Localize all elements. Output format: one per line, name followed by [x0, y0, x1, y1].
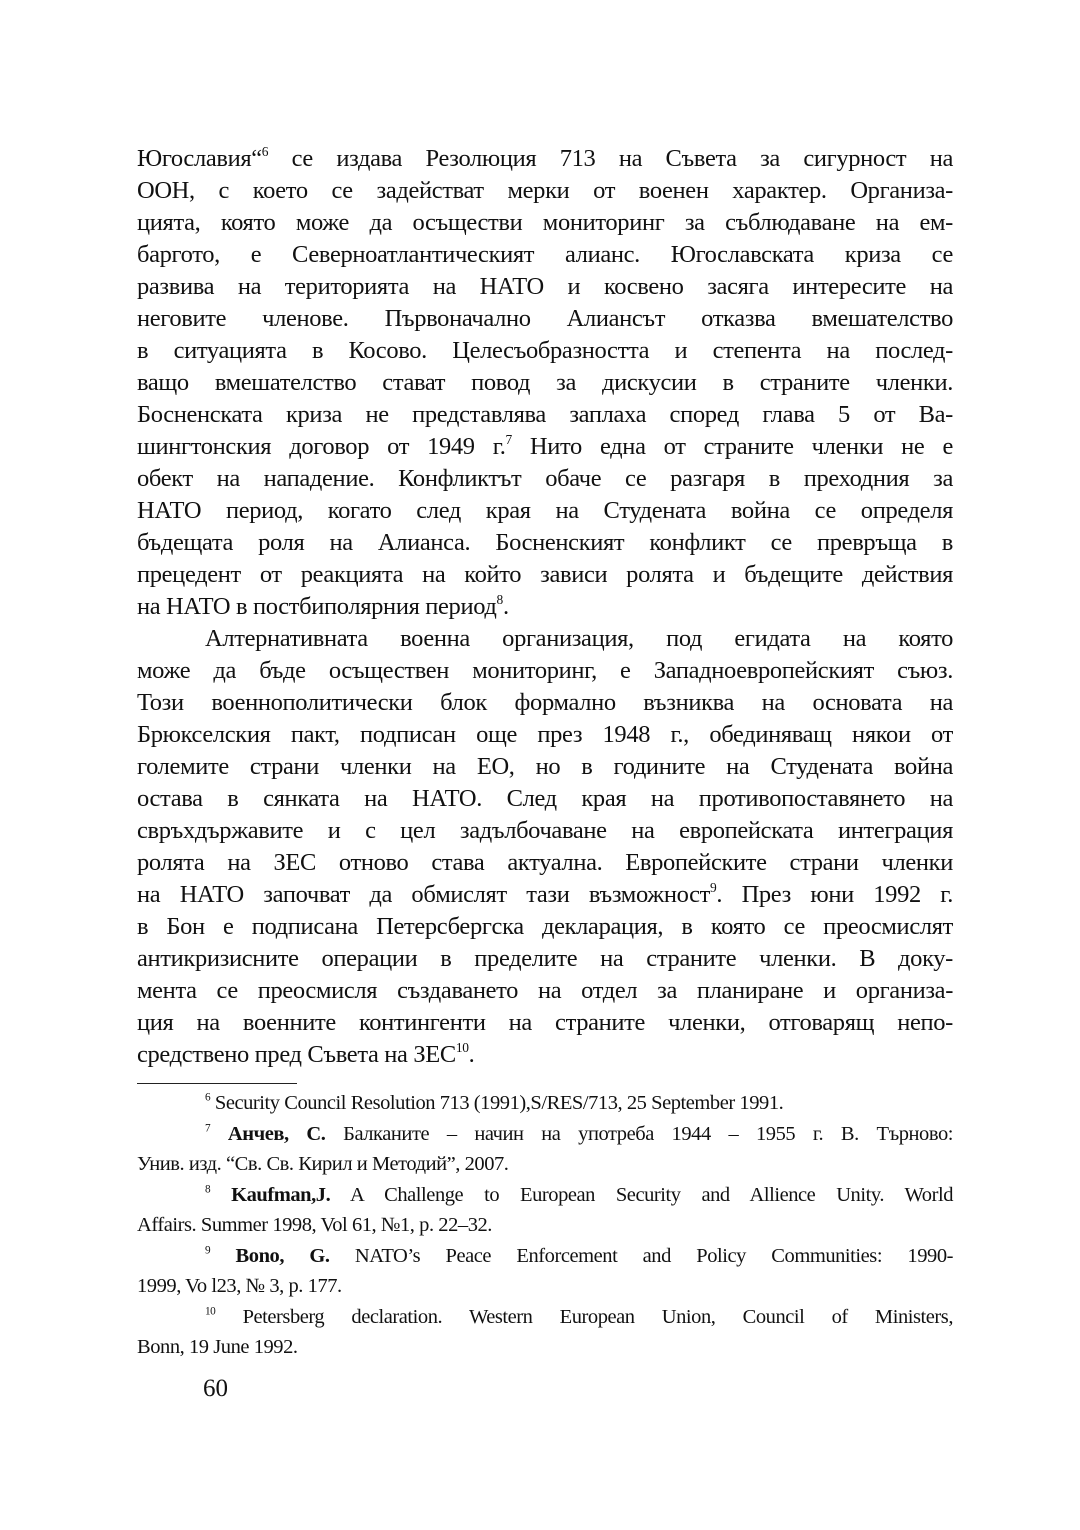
text-line [137, 943, 953, 975]
text-segment: обект на нападение. Конфликтът обаче се разгаря в преходния за [137, 465, 953, 492]
footnote-line: Affairs. Summer 1998, Vol 61, №1, p. 22–32. [137, 1214, 492, 1236]
footnote-line [137, 1119, 953, 1150]
text-line [137, 847, 953, 879]
paragraph [137, 623, 953, 1071]
text-segment: Босненската криза не представлява заплаха според глава 5 от Ва- [137, 401, 953, 428]
text-line [137, 239, 953, 271]
text-segment: ция на военните контингенти на страните членки, отговарящ непо- [137, 1009, 953, 1036]
text-line [137, 463, 953, 495]
document-page [137, 143, 953, 1363]
footnote-line: 1999, Vo l23, № 3, p. 177. [137, 1275, 342, 1297]
paragraph [137, 143, 953, 623]
footnote-reference[interactable]: 10 [455, 1039, 469, 1055]
text-line [137, 495, 953, 527]
footnote-number: 6 [205, 1091, 211, 1104]
text-line [137, 1039, 953, 1071]
footnote-reference[interactable]: 6 [261, 143, 269, 159]
text-segment: бъдещата роля на Алианса. Босненският конфликт се превръща в [137, 529, 953, 556]
footnote-9 [137, 1241, 953, 1302]
text-segment: големите страни членки на ЕО, но в годините на Студената война [137, 753, 953, 780]
footnote-separator [137, 1083, 297, 1084]
text-segment: Югославия“ [137, 145, 262, 172]
footnotes [137, 1088, 953, 1363]
text-segment: мента се преосмисля създаването на отдел за планиране и организа- [137, 977, 953, 1004]
text-segment: в ситуацията в Косово. Целесъобразността и степента на послед- [137, 337, 953, 364]
footnote-6 [137, 1088, 953, 1119]
text-segment: . През юни 1992 г. [716, 881, 953, 908]
footnote-line: Bonn, 19 June 1992. [137, 1336, 298, 1358]
text-line [137, 143, 953, 175]
text-line [137, 719, 953, 751]
text-segment: ващо вмешателство стават повод за дискусии в страните членки. [137, 369, 953, 396]
footnote-text: Petersberg declaration. Western European Union, Council of Ministers, [242, 1305, 953, 1328]
footnote-reference[interactable]: 9 [709, 879, 717, 895]
text-segment: в Бон е подписана Петерсбергска декларация, в която се преосмислят [137, 913, 953, 940]
text-segment: . [502, 593, 509, 620]
footnote-line: Унив. изд. “Св. Св. Кирил и Методий”, 2007. [137, 1153, 509, 1175]
text-line [137, 335, 953, 367]
text-line [137, 207, 953, 239]
footnote-10 [137, 1302, 953, 1363]
text-segment: цията, която може да осъществи мониторинг за съблюдаване на ем- [137, 209, 953, 236]
footnote-author: Kaufman,J. [231, 1183, 331, 1206]
text-segment: . [468, 1041, 475, 1068]
footnote-text: Балканите – начин на употреба 1944 – 1955 г. В. Търново: [325, 1122, 953, 1145]
footnote-author: Анчев, С. [227, 1122, 326, 1145]
text-line [137, 175, 953, 207]
text-line [137, 623, 953, 655]
text-line [137, 271, 953, 303]
footnote-reference[interactable]: 8 [496, 591, 503, 607]
text-line [137, 303, 953, 335]
text-segment: антикризисните операции в пределите на страните членки. В доку- [137, 945, 953, 972]
text-line [137, 591, 953, 623]
footnote-7 [137, 1119, 953, 1180]
text-segment: прецедент от реакцията на който зависи ролята и бъдещите действия [137, 561, 953, 588]
text-line [137, 687, 953, 719]
footnote-text: NATO’s Peace Enforcement and Policy Communities: 1990- [329, 1244, 954, 1267]
footnote-line [137, 1088, 953, 1119]
footnote-line [137, 1180, 953, 1211]
text-line [137, 399, 953, 431]
footnote-line [137, 1302, 953, 1333]
text-segment: се издава Резолюция 713 на Съвета за сигурност на [268, 145, 953, 172]
text-line [137, 911, 953, 943]
text-segment: баргото, е Северноатлантическият алианс. Югославската криза се [137, 241, 953, 268]
text-segment: Алтернативната военна организация, под егидата на която [205, 625, 953, 652]
text-segment: ООН, с което се задействат мерки от военен характер. Организа- [137, 177, 953, 204]
text-segment: на НАТО в постбиполярния период [137, 593, 497, 620]
footnote-author: Bono, G. [235, 1244, 330, 1267]
footnote-text: Security Council Resolution 713 (1991),S/RES/713, 25 September 1991. [214, 1092, 784, 1114]
footnote-8 [137, 1180, 953, 1241]
footnote-number: 7 [205, 1122, 211, 1135]
text-segment: шингтонския договор от 1949 г. [137, 433, 506, 460]
text-segment: може да бъде осъществен мониторинг, е Западноевропейският съюз. [137, 657, 953, 684]
text-segment: НАТО период, когато след края на Студената война се определя [137, 497, 953, 524]
text-segment: на НАТО започват да обмислят тази възможност [137, 881, 710, 908]
footnote-text: A Challenge to European Security and Allience Unity. World [330, 1183, 953, 1206]
text-line [137, 559, 953, 591]
body-text [137, 143, 953, 1071]
text-line [137, 783, 953, 815]
text-segment: свръхдържавите и с цел задълбочаване на европейската интеграция [137, 817, 953, 844]
text-line [137, 879, 953, 911]
text-line [137, 751, 953, 783]
footnote-number: 9 [205, 1244, 211, 1257]
text-segment: ролята на ЗЕС отново става актуална. Европейските страни членки [137, 849, 953, 876]
text-line [137, 527, 953, 559]
text-segment: неговите членове. Първоначално Алиансът отказва вмешателство [137, 305, 953, 332]
footnote-reference[interactable]: 7 [505, 431, 512, 447]
text-line [137, 1007, 953, 1039]
text-line [137, 975, 953, 1007]
footnote-number: 8 [205, 1183, 211, 1196]
text-segment: Нито една от страните членки не е [511, 433, 954, 460]
text-segment: остава в сянката на НАТО. След края на противопоставянето на [137, 785, 953, 812]
text-line [137, 367, 953, 399]
text-segment: развива на територията на НАТО и косвено засяга интересите на [137, 273, 953, 300]
text-line [137, 655, 953, 687]
text-segment: Този военнополитически блок формално възниква на основата на [137, 689, 953, 716]
text-line [137, 431, 953, 463]
text-segment: Брюкселския пакт, подписан още през 1948 г., обединяващ някои от [137, 721, 953, 748]
text-segment: средствено пред Съвета на ЗЕС [137, 1041, 456, 1068]
text-line [137, 815, 953, 847]
footnote-line [137, 1241, 953, 1272]
page-number: 60 [203, 1375, 228, 1402]
footnote-number: 10 [205, 1305, 216, 1318]
